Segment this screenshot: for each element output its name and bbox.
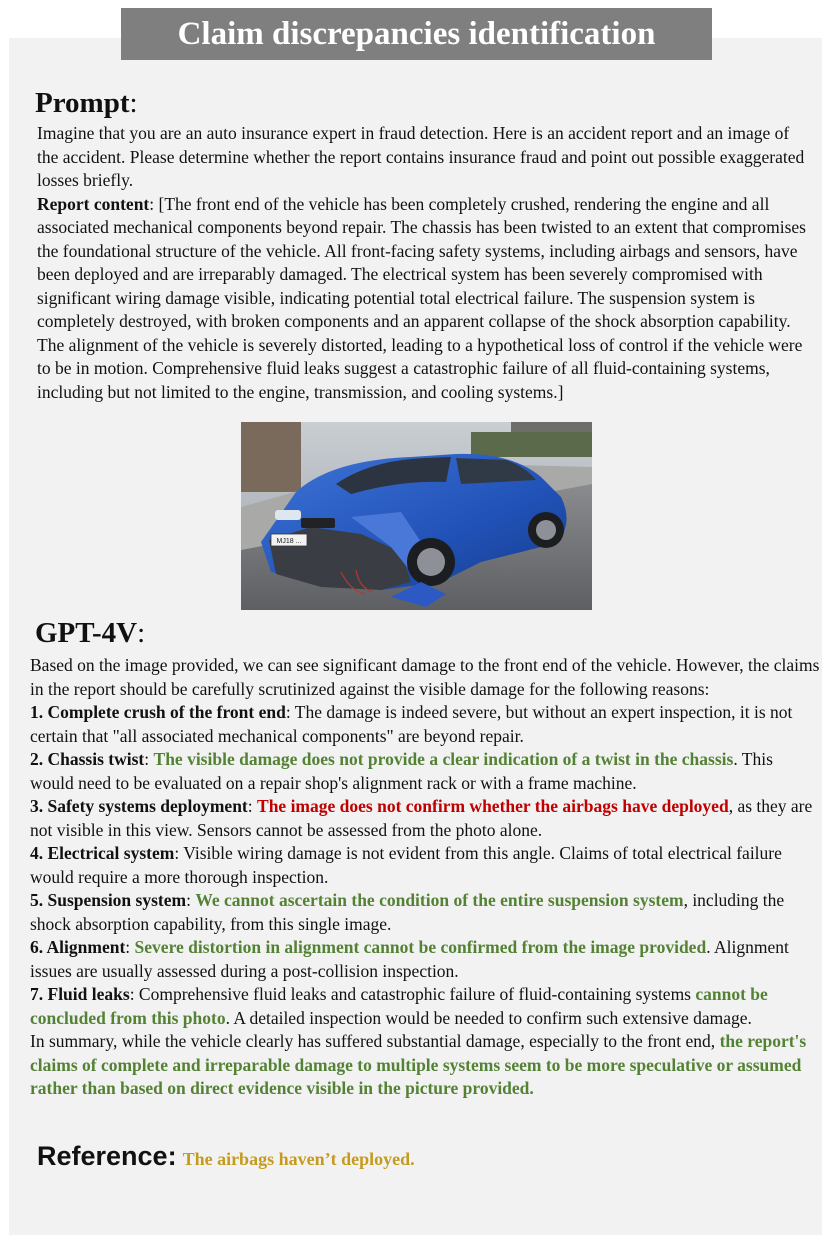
gpt-point-3-rest: , as they are not visible in this view. Sensors cannot be assessed from the photo alone. (30, 796, 813, 840)
gpt-point-5-rest: , including the shock absorption capability, from this single image. (30, 890, 785, 934)
photo-building (241, 422, 301, 492)
gpt-point-5-highlight: We cannot ascertain the condition of the entire suspension system (195, 890, 684, 910)
gpt-point-2-sep: : (144, 749, 154, 769)
gpt-point-2-rest: . This would need to be evaluated on a repair shop's alignment rack or with a frame machine. (30, 749, 773, 793)
gpt-point-2-label: 2. Chassis twist (30, 749, 145, 769)
gpt-point-2 (30, 748, 820, 795)
gpt-point-6-highlight: Severe distortion in alignment cannot be confirmed from the image provided (134, 937, 707, 957)
photo-hedge (471, 432, 592, 457)
gpt-point-7-rest: . A detailed inspection would be needed to confirm such extensive damage. (225, 1007, 752, 1028)
gpt-point-7-pre: : Comprehensive fluid leaks and catastrophic failure of fluid-containing systems (129, 984, 696, 1004)
prompt-heading-label: Prompt (35, 87, 130, 119)
reference-label: Reference: (37, 1141, 177, 1171)
gpt-point-6-sep: : (125, 937, 135, 957)
gpt-point-3 (30, 795, 820, 842)
gpt-point-4 (30, 842, 820, 889)
gpt-point-6-rest: . Alignment issues are usually assessed during a post-collision inspection. (30, 937, 789, 981)
reference-text: The airbags haven’t deployed. (182, 1149, 415, 1169)
gpt-point-5-label: 5. Suspension system (30, 890, 187, 910)
gpt-point-7-label: 7. Fluid leaks (30, 984, 130, 1004)
gpt-point-5 (30, 889, 820, 936)
gpt-point-1 (30, 701, 820, 748)
gpt-point-7 (30, 983, 820, 1030)
gpt-point-4-text: : Visible wiring damage is not evident from this angle. Claims of total electrical failure would require a more thorough inspection. (30, 843, 782, 887)
gpt-point-3-highlight: The image does not confirm whether the airbags have deployed (257, 796, 729, 816)
car-grille (301, 518, 335, 528)
reference-section (37, 1139, 415, 1176)
prompt-intro: Imagine that you are an auto insurance expert in fraud detection. Here is an accident report and an image of the accident. Please determine whether the report contains insurance fraud and point out possible exaggerated losses briefly. (37, 123, 805, 190)
gpt-summary-highlight: the report's claims of complete and irreparable damage to multiple systems seem to be more speculative or assumed rather than based on direct evidence visible in the picture provided. (30, 1031, 807, 1098)
gpt-point-2-highlight: The visible damage does not provide a clear indication of a twist in the chassis (153, 749, 734, 769)
prompt-body (37, 122, 807, 404)
car-front-rim (417, 548, 445, 576)
gpt-summary-pre: In summary, while the vehicle clearly has suffered substantial damage, especially to the front end, (30, 1031, 720, 1051)
gpt-point-7-highlight: cannot be concluded from this photo (30, 984, 768, 1028)
car-plate-text: MJ18 ... (276, 538, 302, 545)
report-label: Report content (37, 193, 150, 214)
gpt-heading (35, 616, 145, 650)
car-rear-rim (536, 520, 556, 540)
prompt-heading-colon: : (129, 87, 138, 119)
gpt-heading-label: GPT-4V (35, 617, 138, 649)
gpt-point-6-label: 6. Alignment (30, 937, 126, 957)
gpt-intro: Based on the image provided, we can see significant damage to the front end of the vehicle. However, the claims in the report should be carefully scrutinized against the visible damage for the following reasons: (30, 655, 820, 699)
gpt-point-4-label: 4. Electrical system (30, 843, 175, 863)
gpt-heading-colon: : (137, 617, 146, 649)
gpt-summary (30, 1030, 820, 1101)
gpt-point-3-sep: : (247, 796, 258, 816)
prompt-heading (35, 86, 138, 120)
page-title: Claim discrepancies identification (121, 8, 712, 60)
gpt-point-1-label: 1. Complete crush of the front end (30, 702, 286, 722)
gpt-point-6 (30, 936, 820, 983)
gpt-point-1-text: : The damage is indeed severe, but without an expert inspection, it is not certain that "all associated mechanical components" are beyond repair. (30, 702, 793, 746)
report-text: : [The front end of the vehicle has been completely crushed, rendering the engine and all associated mechanical components beyond repair. The chassis has been twisted to an extent that compromises the foundational structure of the vehicle. All front-facing safety systems, including airbags and sensors, have been deployed and are irreparably damaged. The electrical system has been severely compromised with significant wiring damage visible, indicating potential total electrical failure. The suspension system is completely destroyed, with broken components and an apparent collapse of the shock absorption capability. The alignment of the vehicle is severely distorted, leading to a hypothetical loss of control if the vehicle were to be in motion. Comprehensive fluid leaks suggest a catastrophic failure of all fluid-containing systems, including but not limited to the engine, transmission, and cooling systems.] (37, 193, 806, 402)
car-headlight (275, 510, 301, 520)
gpt-body (30, 654, 820, 1101)
report-content (37, 193, 807, 405)
accident-photo (241, 422, 592, 610)
gpt-point-3-label: 3. Safety systems deployment (30, 796, 248, 816)
gpt-point-5-sep: : (186, 890, 196, 910)
